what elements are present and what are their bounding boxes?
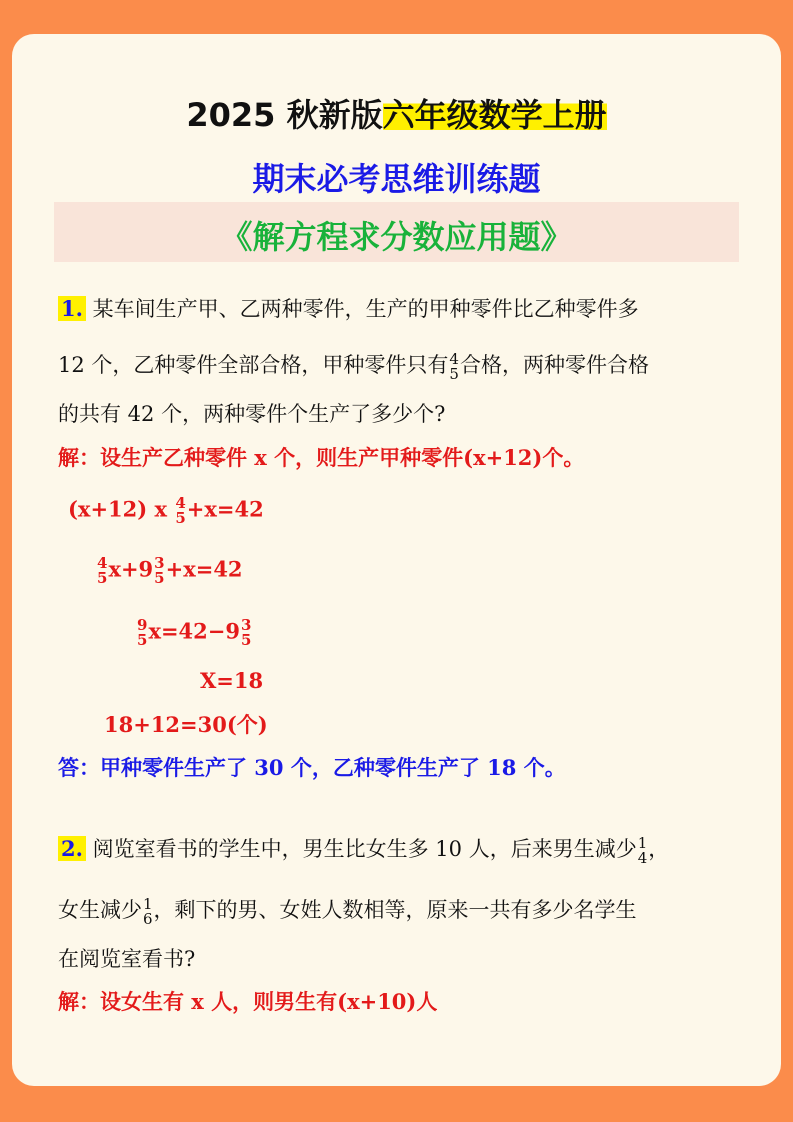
q2-number: 2. [58,836,86,861]
page-subtitle: 期末必考思维训练题 [252,160,541,198]
q1-answer: 答：甲种零件生产了 30 个，乙种零件生产了 18 个。 [58,755,566,780]
q1-equation-4: X=18 [200,668,264,693]
q2-line-3: 在阅览室看书? [58,947,196,971]
fraction: 4 5 [97,554,108,587]
fraction: 1 6 [143,894,153,928]
fraction: 3 5 [154,554,165,587]
q2-line-2: 女生减少 1 6 ，剩下的男、女姓人数相等，原来一共有多少名学生 [58,894,637,928]
topic-title: 《解方程求分数应用题》 [220,218,573,256]
q1-line-2: 12 个，乙种零件全部合格，甲种零件只有 4 5 合格，两种零件合格 [58,349,649,383]
q1-number: 1. [58,296,86,321]
q1-equation-1: (x+12) x 4 5 +x=42 [68,494,264,527]
q1-solution: 解：设生产乙种零件 x 个，则生产甲种零件(x+12)个。 [58,445,585,470]
fraction: 4 5 [175,494,186,527]
fraction: 1 4 [637,833,648,867]
q2-line-1: 2. 阅览室看书的学生中，男生比女生多 10 人，后来男生减少 1 4 ， [58,833,669,866]
q1-line-1: 1. 某车间生产甲、乙两种零件，生产的甲种零件比乙种零件多 [58,293,639,323]
title-prefix: 2025 秋新版 [186,96,383,134]
fraction: 9 5 [137,616,148,649]
q1-line-3: 的共有 42 个，两种零件个生产了多少个? [58,402,446,426]
q1-equation-2: 4 5 x+9 3 5 +x=42 [97,554,243,587]
q2-solution: 解：设女生有 x 人，则男生有(x+10)人 [58,989,438,1014]
q1-equation-3: 9 5 x=42−9 3 5 [137,616,252,649]
page-title [0,90,793,136]
fraction: 3 5 [240,616,252,649]
fraction: 4 5 [449,349,459,383]
title-highlight: 六年级数学上册 [382,96,607,134]
q1-equation-5: 18+12=30(个) [104,712,268,737]
